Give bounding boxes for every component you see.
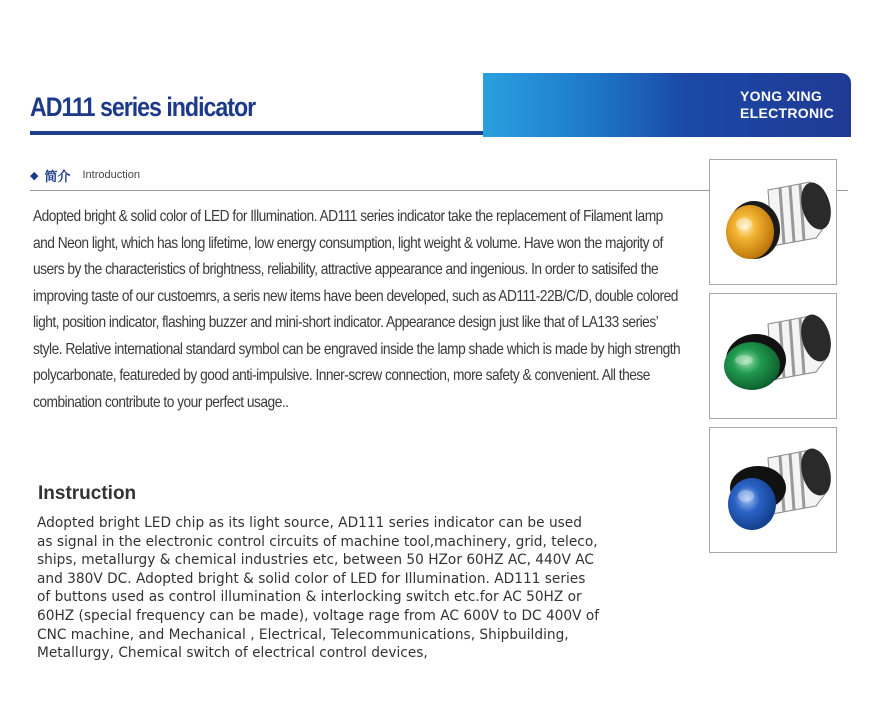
instruction-paragraph: Adopted bright LED chip as its light source, AD111 series indicator can be used as signal in the electronic control circuits of machine tool,machinery, grid, teleco, ships, metallurgy & chemical industries etc, between 50 HZor 60HZ AC, 440V AC and 380V DC. Adopted bright & solid color of LED for Illumination. AD111 series of buttons used as control illumination & interlocking switch etc.for AC 50HZ or 60HZ (special frequency can be made), voltage rage from AC 600V to DC 400V of CNC machine, and Mechanical , Electrical, Telecommunications, Shipbuilding, Metallurgy, Chemical switch of electrical control devices, — [37, 515, 600, 662]
amber-indicator-lamp-icon — [710, 160, 836, 284]
instruction-heading: Instruction — [38, 483, 137, 504]
product-image-amber — [709, 159, 837, 285]
introduction-heading — [30, 165, 140, 185]
brand-line-1: YONG XING — [740, 88, 823, 104]
blue-indicator-lamp-icon — [710, 428, 836, 552]
product-image-green — [709, 293, 837, 419]
introduction-label-cn: 简介 — [44, 169, 71, 185]
introduction-paragraph: Adopted bright & solid color of LED for Illumination. AD111 series indicator take the replacement of Filament lamp and Neon light, which has long lifetime, low energy consumption, light weight & volume. Have won the majority of users by the characteristics of brightness, reliability, attractive appearance and ingenious. In order to satisifed the improving taste of our custoemrs, a seris new items have been developed, such as AD111-22B/C/D, double colored light, position indicator, flashing buzzer and mini-short indicator. Appearance design just like that of LA133 series’ style. Relative international standard symbol can be engraved inside the lamp shade which is made by high strength polycarbonate, featureded by good anti-impulsive. Inner-screw connection, more safety & convenient. All these combination contribute to your perfect usage.. — [33, 208, 681, 411]
diamond-bullet-icon: ◆ — [30, 169, 39, 182]
product-image-blue — [709, 427, 837, 553]
introduction-label-en: Introduction — [82, 169, 140, 181]
brand-logo-text — [740, 88, 834, 122]
green-indicator-lamp-icon — [710, 294, 836, 418]
brand-line-2: ELECTRONIC — [740, 105, 834, 121]
page-title: AD111 series indicator — [30, 92, 256, 122]
